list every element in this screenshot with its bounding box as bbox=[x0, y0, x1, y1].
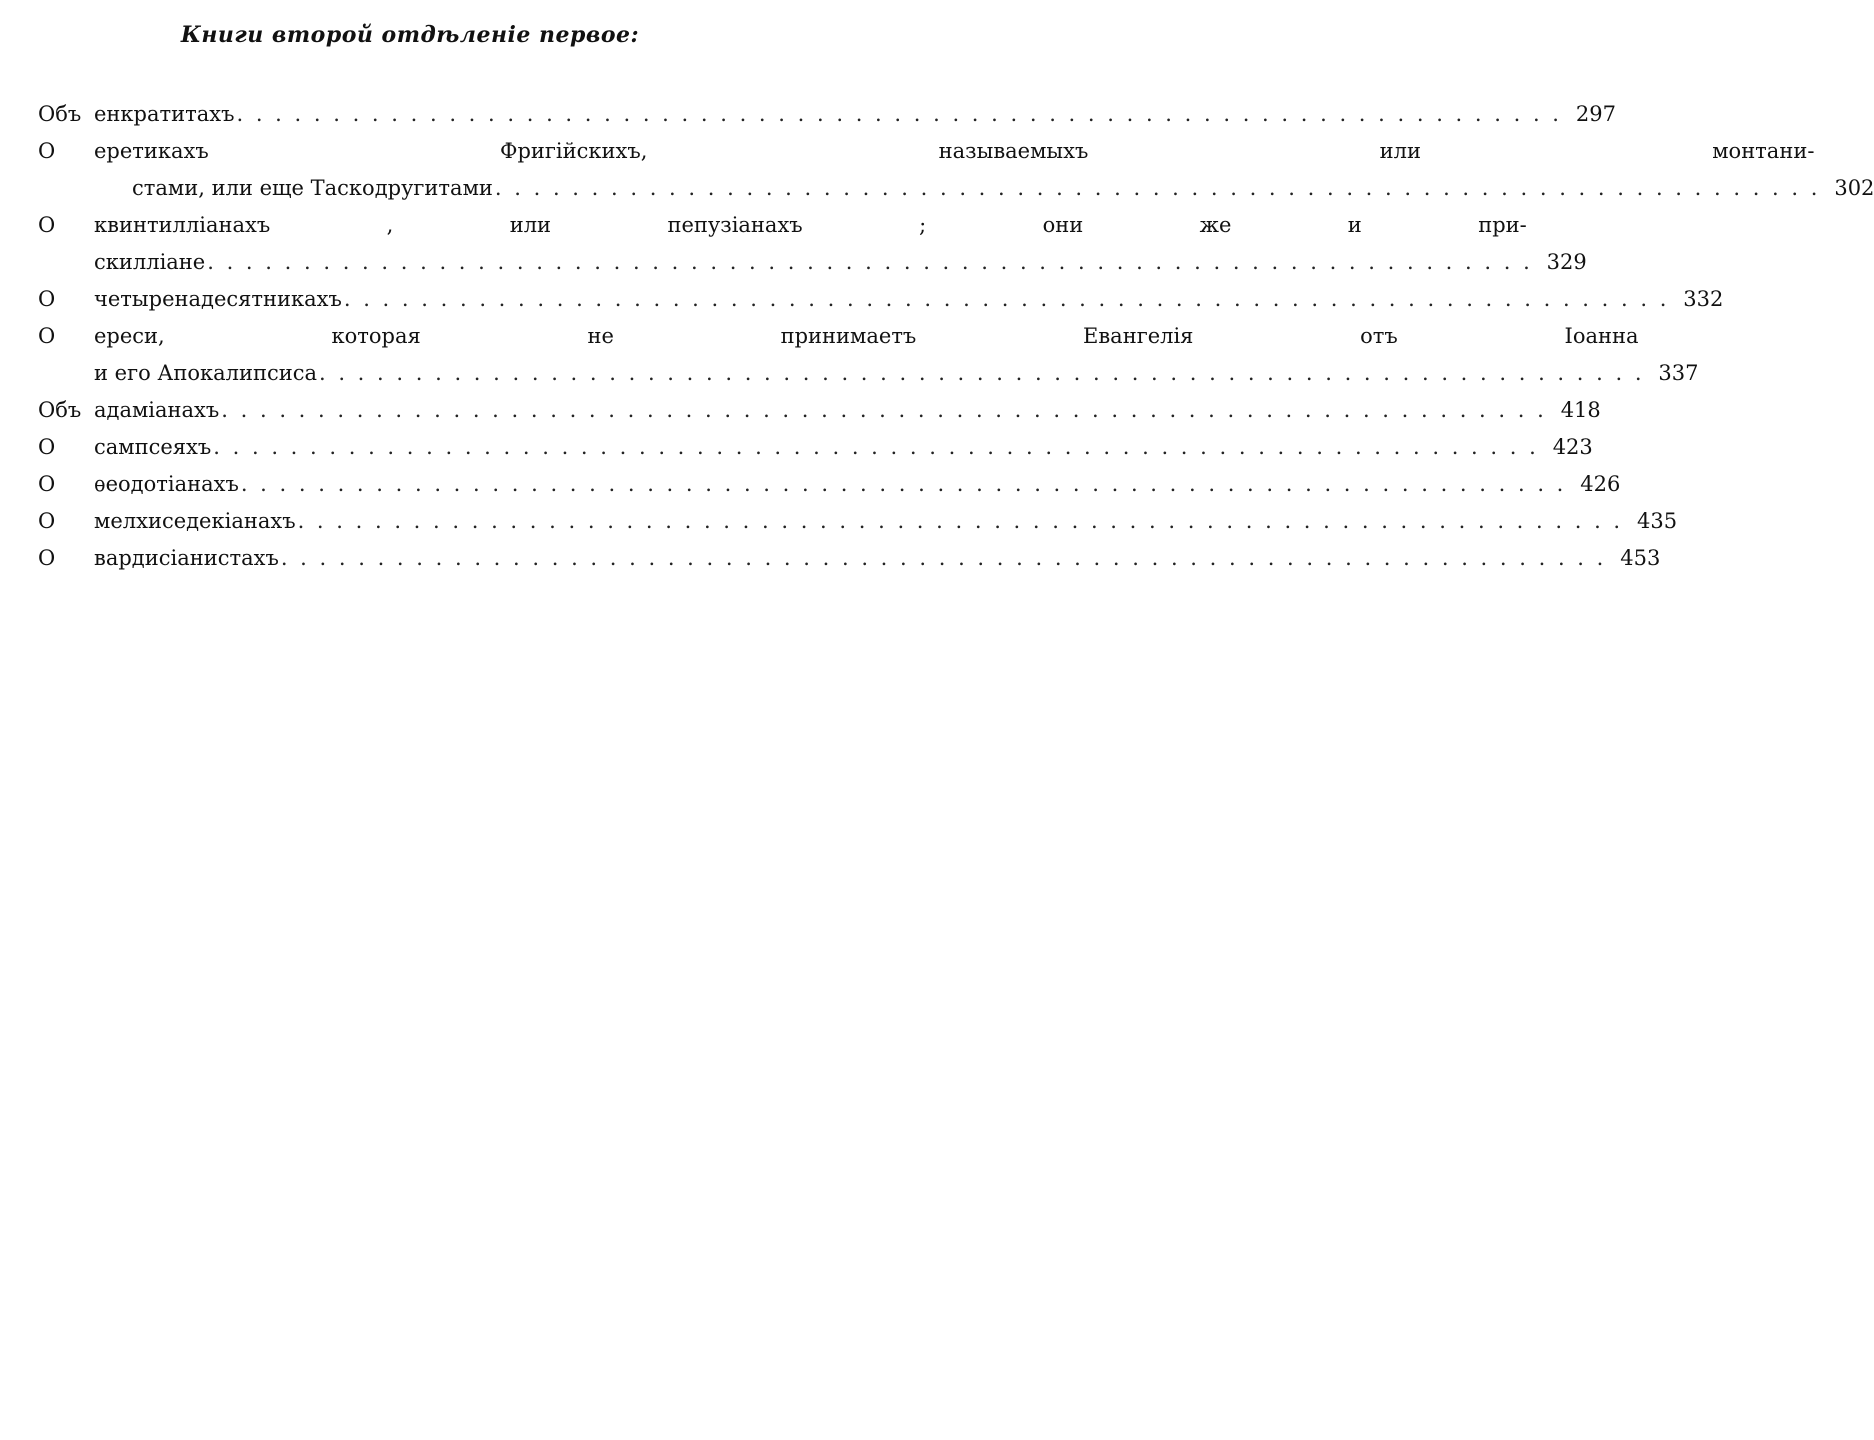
entry-last-line bbox=[94, 429, 1593, 466]
dot-leader bbox=[241, 466, 1567, 503]
entry-prefix: О bbox=[38, 213, 56, 237]
entry-title: вардисіанистахъ bbox=[94, 546, 279, 570]
page-number: 332 bbox=[1683, 287, 1724, 311]
page-number: 297 bbox=[1575, 102, 1616, 126]
page-number: 329 bbox=[1546, 250, 1587, 274]
section-heading: Книги второй отдѣленіе первое: bbox=[180, 22, 640, 48]
entry-text bbox=[94, 540, 1660, 577]
table-of-contents bbox=[38, 96, 1874, 577]
toc-entry bbox=[38, 207, 1587, 281]
toc-entry bbox=[38, 429, 1593, 466]
entry-title: стами, или еще Таскодругитами bbox=[132, 176, 493, 200]
entry-last-line bbox=[94, 540, 1660, 577]
toc-entry bbox=[38, 503, 1678, 540]
page-number: 426 bbox=[1580, 472, 1621, 496]
entry-prefix: О bbox=[38, 546, 56, 570]
toc-entry bbox=[38, 281, 1724, 318]
entry-prefix: Объ bbox=[38, 102, 82, 126]
entry-title: четыренадесятникахъ bbox=[94, 287, 342, 311]
entry-title: ѳеодотіанахъ bbox=[94, 472, 239, 496]
entry-title: скилліане bbox=[94, 250, 206, 274]
dot-leader bbox=[495, 170, 1821, 207]
dot-leader bbox=[236, 96, 1562, 133]
entry-first-line: еретикахъ Фригійскихъ, называемыхъ или монтани- bbox=[94, 139, 1815, 163]
page-number: 302 bbox=[1834, 176, 1874, 200]
page-number: 423 bbox=[1552, 435, 1593, 459]
entry-prefix: О bbox=[38, 509, 56, 533]
dot-leader bbox=[319, 355, 1645, 392]
dot-leader bbox=[298, 503, 1624, 540]
entry-text bbox=[94, 318, 1699, 392]
entry-prefix: О bbox=[38, 139, 56, 163]
entry-last-line bbox=[94, 244, 1587, 281]
entry-text bbox=[94, 392, 1601, 429]
entry-text bbox=[94, 429, 1593, 466]
dot-leader bbox=[213, 429, 1539, 466]
toc-entry bbox=[38, 466, 1621, 503]
entry-prefix: О bbox=[38, 324, 56, 348]
entry-prefix: О bbox=[38, 472, 56, 496]
entry-text bbox=[94, 96, 1616, 133]
entry-last-line bbox=[94, 170, 1874, 207]
toc-entry bbox=[38, 392, 1601, 429]
toc-entry bbox=[38, 540, 1661, 577]
entry-last-line bbox=[94, 355, 1699, 392]
toc-entry bbox=[38, 318, 1699, 392]
entry-last-line bbox=[94, 281, 1723, 318]
entry-prefix: Объ bbox=[38, 398, 82, 422]
page-number: 337 bbox=[1658, 361, 1699, 385]
dot-leader bbox=[221, 392, 1547, 429]
page-number: 453 bbox=[1620, 546, 1661, 570]
entry-prefix: О bbox=[38, 287, 56, 311]
entry-title: енкратитахъ bbox=[94, 102, 235, 126]
entry-title: мелхиседекіанахъ bbox=[94, 509, 296, 533]
entry-last-line bbox=[94, 466, 1620, 503]
page-number: 435 bbox=[1637, 509, 1678, 533]
entry-last-line bbox=[94, 503, 1677, 540]
toc-entry bbox=[38, 96, 1616, 133]
dot-leader bbox=[344, 281, 1670, 318]
entry-first-line: квинтилліанахъ , или пепузіанахъ ; они же и при- bbox=[94, 213, 1527, 237]
entry-text bbox=[94, 503, 1677, 540]
entry-first-line: ереси, которая не принимаетъ Евангелія отъ Іоанна bbox=[94, 324, 1639, 348]
page-number: 418 bbox=[1560, 398, 1601, 422]
entry-text bbox=[94, 207, 1587, 281]
entry-text bbox=[94, 281, 1723, 318]
entry-title: и его Апокалипсиса bbox=[94, 361, 317, 385]
toc-entry bbox=[38, 133, 1874, 207]
entry-text bbox=[94, 466, 1620, 503]
entry-last-line bbox=[94, 96, 1616, 133]
entry-last-line bbox=[94, 392, 1601, 429]
entry-title: адаміанахъ bbox=[94, 398, 220, 422]
entry-title: сампсеяхъ bbox=[94, 435, 212, 459]
dot-leader bbox=[281, 540, 1607, 577]
dot-leader bbox=[207, 244, 1533, 281]
entry-prefix: О bbox=[38, 435, 56, 459]
entry-text bbox=[94, 133, 1874, 207]
